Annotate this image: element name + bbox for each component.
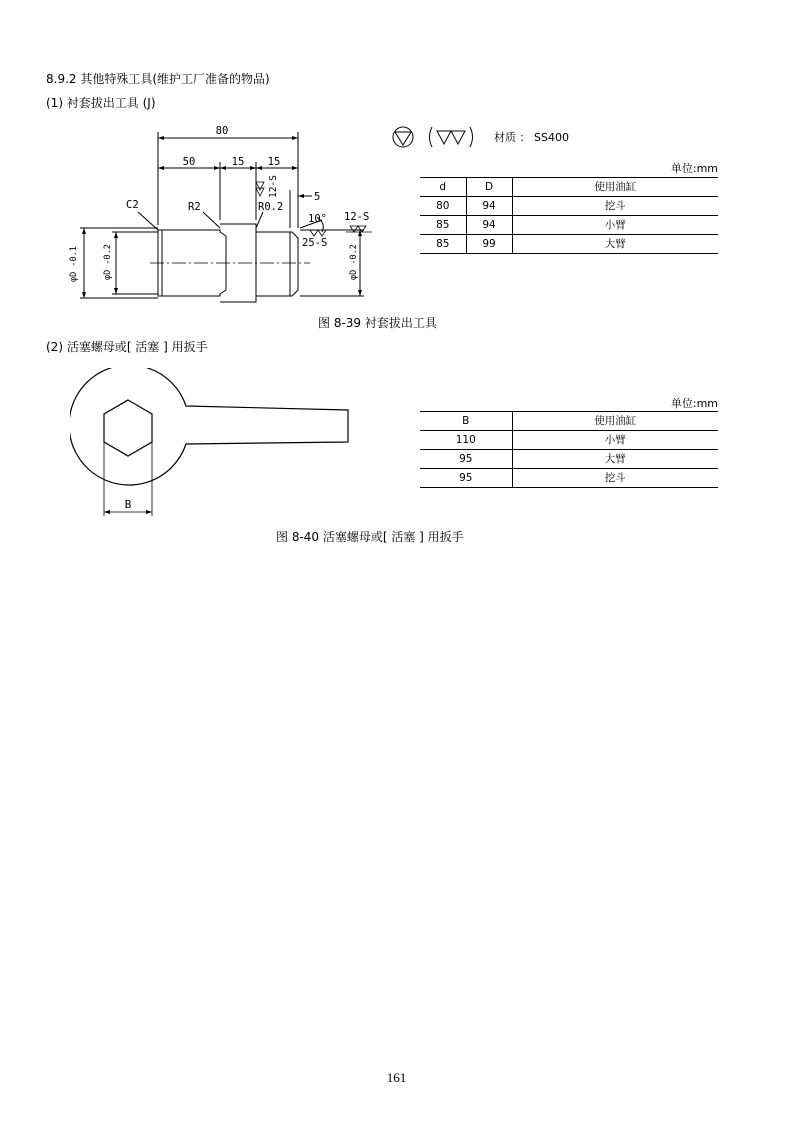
label-fin12a: 12-S	[268, 175, 279, 198]
surface-finish-symbols	[390, 124, 490, 150]
table2-header-cylinder: 使用油缸	[512, 412, 718, 431]
puller-right-body	[256, 232, 298, 296]
label-r02: R0.2	[258, 201, 284, 213]
table1-unit: 单位:mm	[670, 162, 718, 175]
dim-50: 50	[182, 156, 196, 168]
table-row: 80 94 挖斗	[420, 197, 718, 216]
figure1-caption: 图 8-39 衬套拔出工具	[318, 316, 437, 330]
bushing-puller-drawing	[60, 120, 390, 310]
table1-header-d: d	[420, 178, 466, 197]
label-angle: 10°	[308, 213, 327, 225]
item1-heading: (1) 衬套拔出工具 (J)	[46, 96, 156, 110]
figure2-caption: 图 8-40 活塞螺母或[ 活塞 ] 用扳手	[276, 530, 464, 544]
dim-5: 5	[314, 191, 321, 203]
table-row: 85 94 小臂	[420, 216, 718, 235]
finish-mark-1	[256, 182, 264, 190]
hex-opening	[104, 400, 152, 456]
table2-unit: 单位:mm	[670, 397, 718, 410]
label-phi-right: φD -0.2	[349, 244, 359, 280]
page-number: 161	[386, 1070, 407, 1085]
table-row: 110 小臂	[420, 431, 718, 450]
finish-mark-2	[310, 230, 318, 236]
table-row: 95 挖斗	[420, 469, 718, 488]
section-heading: 8.9.2 其他特殊工具(维护工厂准备的物品)	[46, 72, 270, 86]
label-fin25: 25-S	[302, 237, 328, 249]
label-phi-mid: φD -0.2	[103, 244, 113, 280]
item2-heading: (2) 活塞螺母或[ 活塞 ] 用扳手	[46, 340, 208, 354]
table2-header-b: B	[420, 412, 512, 431]
wrench-outline	[70, 368, 348, 485]
dim-15a: 15	[231, 156, 245, 168]
table1-header-cylinder: 使用油缸	[512, 178, 718, 197]
table1-header-D: D	[466, 178, 512, 197]
table-row: 95 大臂	[420, 450, 718, 469]
table-row: 85 99 大臂	[420, 235, 718, 254]
finish-mark-3	[350, 226, 358, 232]
dim-overall: 80	[215, 125, 229, 137]
table2-header-row	[420, 412, 718, 431]
material-label: 材质 ： SS400	[494, 131, 569, 144]
table1	[420, 177, 718, 254]
label-phi-left: φD -0.1	[69, 246, 79, 282]
label-c2: C2	[126, 199, 139, 211]
wrench-drawing	[70, 368, 360, 520]
dim-15b: 15	[267, 156, 281, 168]
table2	[420, 411, 718, 488]
table1-header-row	[420, 178, 718, 197]
label-r2: R2	[188, 201, 201, 213]
dim-b: B	[124, 498, 132, 511]
label-fin12b: 12-S	[344, 211, 370, 223]
